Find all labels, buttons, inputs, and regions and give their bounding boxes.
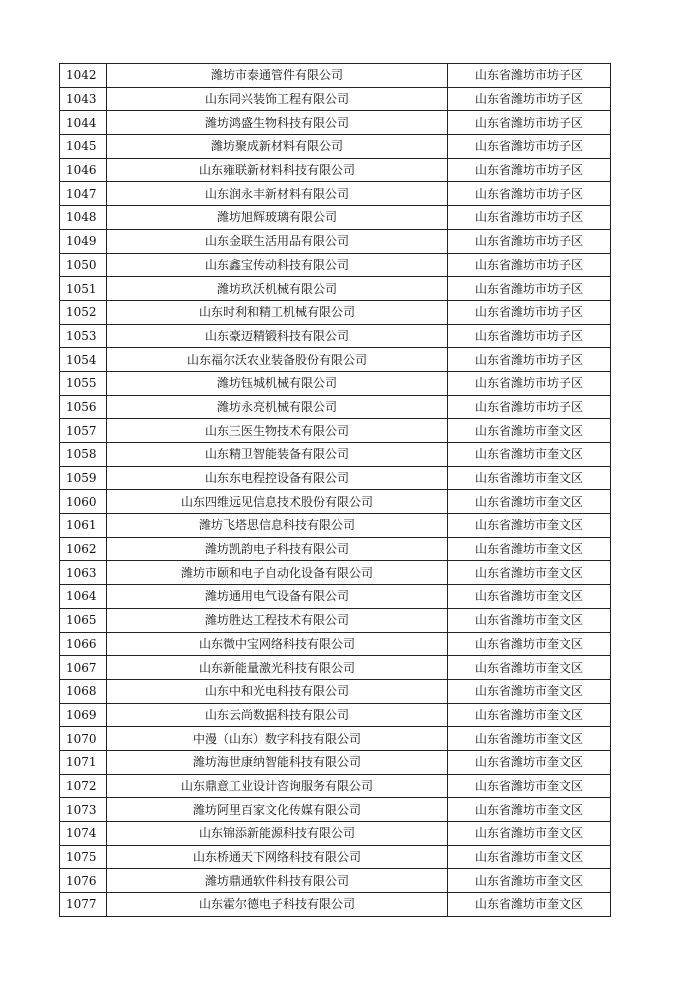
table-row <box>60 229 611 253</box>
region-cell: 山东省潍坊市奎文区 <box>448 703 611 727</box>
table-row <box>60 608 611 632</box>
region-cell: 山东省潍坊市坊子区 <box>448 182 611 206</box>
company-name-cell: 潍坊永亮机械有限公司 <box>107 395 448 419</box>
region-cell: 山东省潍坊市奎文区 <box>448 632 611 656</box>
row-number-cell: 1064 <box>60 585 107 609</box>
region-cell: 山东省潍坊市坊子区 <box>448 206 611 230</box>
row-number-cell: 1054 <box>60 348 107 372</box>
region-cell: 山东省潍坊市奎文区 <box>448 798 611 822</box>
region-cell: 山东省潍坊市坊子区 <box>448 111 611 135</box>
company-name-cell: 山东福尔沃农业装备股份有限公司 <box>107 348 448 372</box>
table-body <box>60 64 611 917</box>
company-name-cell: 潍坊海世康纳智能科技有限公司 <box>107 750 448 774</box>
region-cell: 山东省潍坊市奎文区 <box>448 466 611 490</box>
table-row <box>60 798 611 822</box>
table-row <box>60 822 611 846</box>
row-number-cell: 1063 <box>60 561 107 585</box>
table-row <box>60 277 611 301</box>
table-row <box>60 585 611 609</box>
region-cell: 山东省潍坊市奎文区 <box>448 822 611 846</box>
table-row <box>60 656 611 680</box>
row-number-cell: 1060 <box>60 490 107 514</box>
row-number-cell: 1053 <box>60 324 107 348</box>
region-cell: 山东省潍坊市奎文区 <box>448 727 611 751</box>
table-row <box>60 727 611 751</box>
region-cell: 山东省潍坊市奎文区 <box>448 443 611 467</box>
row-number-cell: 1068 <box>60 679 107 703</box>
row-number-cell: 1072 <box>60 774 107 798</box>
row-number-cell: 1047 <box>60 182 107 206</box>
region-cell: 山东省潍坊市奎文区 <box>448 774 611 798</box>
company-name-cell: 潍坊鼎通软件科技有限公司 <box>107 869 448 893</box>
region-cell: 山东省潍坊市奎文区 <box>448 490 611 514</box>
table-row <box>60 466 611 490</box>
company-name-cell: 山东鑫宝传动科技有限公司 <box>107 253 448 277</box>
region-cell: 山东省潍坊市坊子区 <box>448 135 611 159</box>
row-number-cell: 1059 <box>60 466 107 490</box>
region-cell: 山东省潍坊市奎文区 <box>448 656 611 680</box>
row-number-cell: 1065 <box>60 608 107 632</box>
company-name-cell: 山东雍联新材料科技有限公司 <box>107 158 448 182</box>
region-cell: 山东省潍坊市奎文区 <box>448 893 611 917</box>
table-row <box>60 64 611 88</box>
company-name-cell: 潍坊鸿盛生物科技有限公司 <box>107 111 448 135</box>
row-number-cell: 1074 <box>60 822 107 846</box>
row-number-cell: 1071 <box>60 750 107 774</box>
region-cell: 山东省潍坊市奎文区 <box>448 750 611 774</box>
table-row <box>60 703 611 727</box>
table-row <box>60 893 611 917</box>
region-cell: 山东省潍坊市奎文区 <box>448 561 611 585</box>
table-row <box>60 561 611 585</box>
region-cell: 山东省潍坊市奎文区 <box>448 845 611 869</box>
table-row <box>60 158 611 182</box>
table-row <box>60 395 611 419</box>
row-number-cell: 1057 <box>60 419 107 443</box>
table-row <box>60 490 611 514</box>
table-row <box>60 679 611 703</box>
company-name-cell: 山东微中宝网络科技有限公司 <box>107 632 448 656</box>
row-number-cell: 1055 <box>60 371 107 395</box>
table-row <box>60 750 611 774</box>
company-name-cell: 潍坊飞塔思信息科技有限公司 <box>107 514 448 538</box>
region-cell: 山东省潍坊市奎文区 <box>448 537 611 561</box>
company-name-cell: 山东中和光电科技有限公司 <box>107 679 448 703</box>
table-row <box>60 324 611 348</box>
company-name-cell: 潍坊市泰通管件有限公司 <box>107 64 448 88</box>
row-number-cell: 1073 <box>60 798 107 822</box>
table-row <box>60 253 611 277</box>
company-name-cell: 山东新能量激光科技有限公司 <box>107 656 448 680</box>
region-cell: 山东省潍坊市坊子区 <box>448 300 611 324</box>
row-number-cell: 1045 <box>60 135 107 159</box>
table-row <box>60 182 611 206</box>
row-number-cell: 1076 <box>60 869 107 893</box>
table-row <box>60 845 611 869</box>
company-name-cell: 潍坊胜达工程技术有限公司 <box>107 608 448 632</box>
row-number-cell: 1046 <box>60 158 107 182</box>
company-name-cell: 山东金联生活用品有限公司 <box>107 229 448 253</box>
company-name-cell: 山东东电程控设备有限公司 <box>107 466 448 490</box>
row-number-cell: 1077 <box>60 893 107 917</box>
region-cell: 山东省潍坊市坊子区 <box>448 158 611 182</box>
company-name-cell: 山东桥通天下网络科技有限公司 <box>107 845 448 869</box>
region-cell: 山东省潍坊市奎文区 <box>448 608 611 632</box>
row-number-cell: 1044 <box>60 111 107 135</box>
company-name-cell: 潍坊聚成新材料有限公司 <box>107 135 448 159</box>
row-number-cell: 1069 <box>60 703 107 727</box>
region-cell: 山东省潍坊市坊子区 <box>448 229 611 253</box>
region-cell: 山东省潍坊市坊子区 <box>448 395 611 419</box>
table-row <box>60 537 611 561</box>
company-name-cell: 山东豪迈精锻科技有限公司 <box>107 324 448 348</box>
company-name-cell: 潍坊阿里百家文化传媒有限公司 <box>107 798 448 822</box>
table-row <box>60 206 611 230</box>
table-row <box>60 514 611 538</box>
region-cell: 山东省潍坊市奎文区 <box>448 869 611 893</box>
company-name-cell: 山东锦添新能源科技有限公司 <box>107 822 448 846</box>
row-number-cell: 1058 <box>60 443 107 467</box>
company-name-cell: 中漫（山东）数字科技有限公司 <box>107 727 448 751</box>
region-cell: 山东省潍坊市奎文区 <box>448 514 611 538</box>
table-row <box>60 87 611 111</box>
row-number-cell: 1042 <box>60 64 107 88</box>
row-number-cell: 1050 <box>60 253 107 277</box>
company-name-cell: 潍坊凯韵电子科技有限公司 <box>107 537 448 561</box>
company-name-cell: 山东时利和精工机械有限公司 <box>107 300 448 324</box>
row-number-cell: 1067 <box>60 656 107 680</box>
company-name-cell: 潍坊钰城机械有限公司 <box>107 371 448 395</box>
region-cell: 山东省潍坊市坊子区 <box>448 348 611 372</box>
row-number-cell: 1051 <box>60 277 107 301</box>
company-name-cell: 山东四维远见信息技术股份有限公司 <box>107 490 448 514</box>
row-number-cell: 1061 <box>60 514 107 538</box>
company-name-cell: 山东云尚数据科技有限公司 <box>107 703 448 727</box>
company-list-table <box>59 63 611 917</box>
region-cell: 山东省潍坊市坊子区 <box>448 87 611 111</box>
row-number-cell: 1075 <box>60 845 107 869</box>
region-cell: 山东省潍坊市坊子区 <box>448 253 611 277</box>
region-cell: 山东省潍坊市奎文区 <box>448 585 611 609</box>
region-cell: 山东省潍坊市坊子区 <box>448 277 611 301</box>
company-name-cell: 山东霍尔德电子科技有限公司 <box>107 893 448 917</box>
company-name-cell: 山东润永丰新材料有限公司 <box>107 182 448 206</box>
table-row <box>60 135 611 159</box>
table-row <box>60 348 611 372</box>
company-name-cell: 山东同兴装饰工程有限公司 <box>107 87 448 111</box>
company-name-cell: 潍坊玖沃机械有限公司 <box>107 277 448 301</box>
company-name-cell: 潍坊旭辉玻璃有限公司 <box>107 206 448 230</box>
company-name-cell: 山东三医生物技术有限公司 <box>107 419 448 443</box>
table-row <box>60 632 611 656</box>
company-name-cell: 山东精卫智能装备有限公司 <box>107 443 448 467</box>
row-number-cell: 1062 <box>60 537 107 561</box>
company-name-cell: 潍坊市颐和电子自动化设备有限公司 <box>107 561 448 585</box>
row-number-cell: 1070 <box>60 727 107 751</box>
row-number-cell: 1043 <box>60 87 107 111</box>
table-row <box>60 419 611 443</box>
row-number-cell: 1048 <box>60 206 107 230</box>
company-name-cell: 潍坊通用电气设备有限公司 <box>107 585 448 609</box>
region-cell: 山东省潍坊市奎文区 <box>448 679 611 703</box>
row-number-cell: 1052 <box>60 300 107 324</box>
row-number-cell: 1066 <box>60 632 107 656</box>
region-cell: 山东省潍坊市坊子区 <box>448 371 611 395</box>
row-number-cell: 1049 <box>60 229 107 253</box>
region-cell: 山东省潍坊市坊子区 <box>448 64 611 88</box>
region-cell: 山东省潍坊市奎文区 <box>448 419 611 443</box>
table-row <box>60 443 611 467</box>
region-cell: 山东省潍坊市坊子区 <box>448 324 611 348</box>
table-row <box>60 774 611 798</box>
row-number-cell: 1056 <box>60 395 107 419</box>
table-row <box>60 869 611 893</box>
table-row <box>60 300 611 324</box>
table-row <box>60 111 611 135</box>
table-row <box>60 371 611 395</box>
company-name-cell: 山东鼎意工业设计咨询服务有限公司 <box>107 774 448 798</box>
